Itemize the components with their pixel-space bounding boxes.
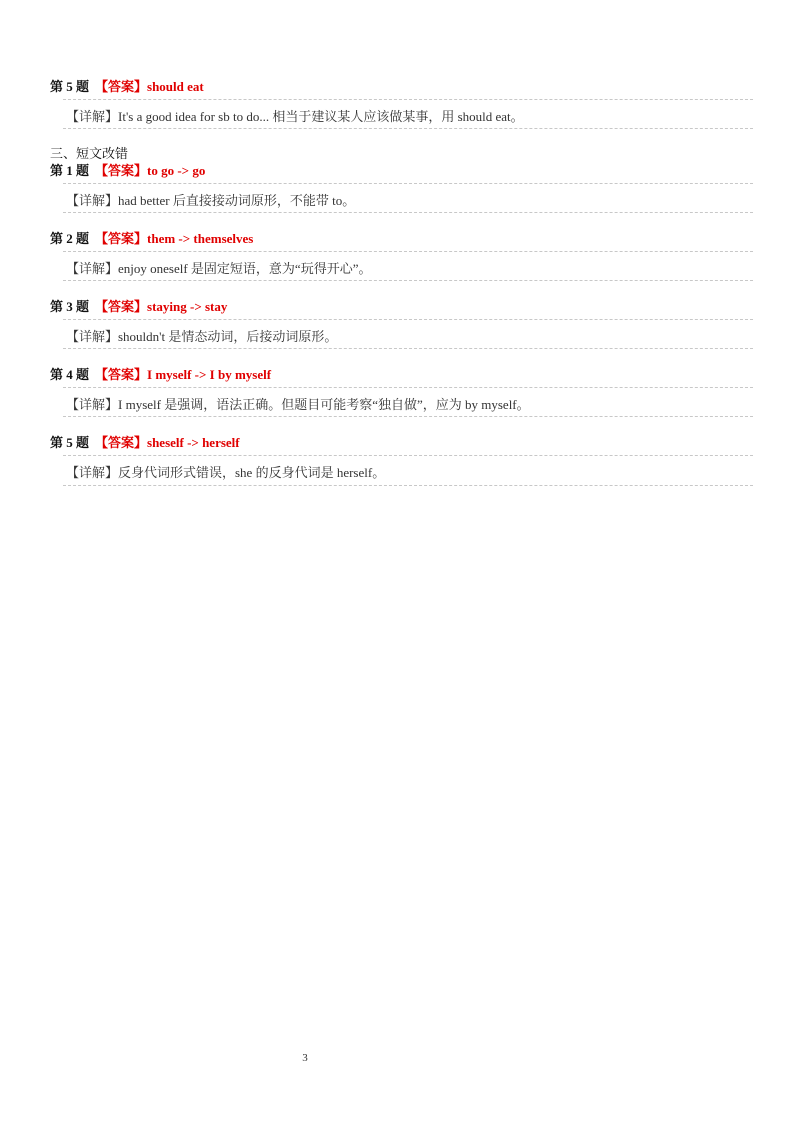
- dashed-divider: [63, 212, 753, 213]
- dashed-divider: [63, 128, 753, 129]
- explanation-text: 【详解】反身代词形式错误，she 的反身代词是 herself。: [66, 465, 386, 480]
- dashed-divider: [63, 183, 753, 184]
- explanation-text: 【详解】I myself 是强调，语法正确。但题目可能考察“独自做”，应为 by myself。: [66, 397, 530, 412]
- answer-text: 【答案】staying -> stay: [95, 299, 228, 314]
- explanation-text: 【详解】had better 后直接接动词原形，不能带 to。: [66, 193, 356, 208]
- answer-text: 【答案】I myself -> I by myself: [95, 367, 272, 382]
- dashed-divider: [63, 485, 753, 486]
- question-heading: [50, 364, 271, 383]
- dashed-divider: [63, 99, 753, 100]
- explanation-text: 【详解】shouldn't 是情态动词，后接动词原形。: [66, 329, 338, 344]
- explanation-text: 【详解】It's a good idea for sb to do... 相当于建议某人应该做某事，用 should eat。: [66, 109, 524, 124]
- question-heading: [50, 432, 240, 451]
- question-heading: [50, 76, 204, 95]
- answer-text: 【答案】sheself -> herself: [95, 435, 240, 450]
- answer-text: 【答案】should eat: [95, 79, 204, 94]
- question-number: 第 5 题: [50, 435, 90, 450]
- answer-text: 【答案】them -> themselves: [95, 231, 254, 246]
- dashed-divider: [63, 251, 753, 252]
- dashed-divider: [63, 387, 753, 388]
- question-heading: [50, 296, 227, 315]
- answer-text: 【答案】to go -> go: [95, 163, 206, 178]
- page-number: 3: [302, 1052, 308, 1064]
- section-title: 三、短文改错: [50, 146, 129, 161]
- dashed-divider: [63, 455, 753, 456]
- question-number: 第 4 题: [50, 367, 90, 382]
- question-number: 第 5 题: [50, 79, 90, 94]
- question-heading: [50, 160, 205, 179]
- question-number: 第 1 题: [50, 163, 90, 178]
- question-number: 第 3 题: [50, 299, 90, 314]
- dashed-divider: [63, 319, 753, 320]
- question-number: 第 2 题: [50, 231, 90, 246]
- dashed-divider: [63, 348, 753, 349]
- dashed-divider: [63, 280, 753, 281]
- question-heading: [50, 228, 253, 247]
- dashed-divider: [63, 416, 753, 417]
- explanation-text: 【详解】enjoy oneself 是固定短语，意为“玩得开心”。: [66, 261, 372, 276]
